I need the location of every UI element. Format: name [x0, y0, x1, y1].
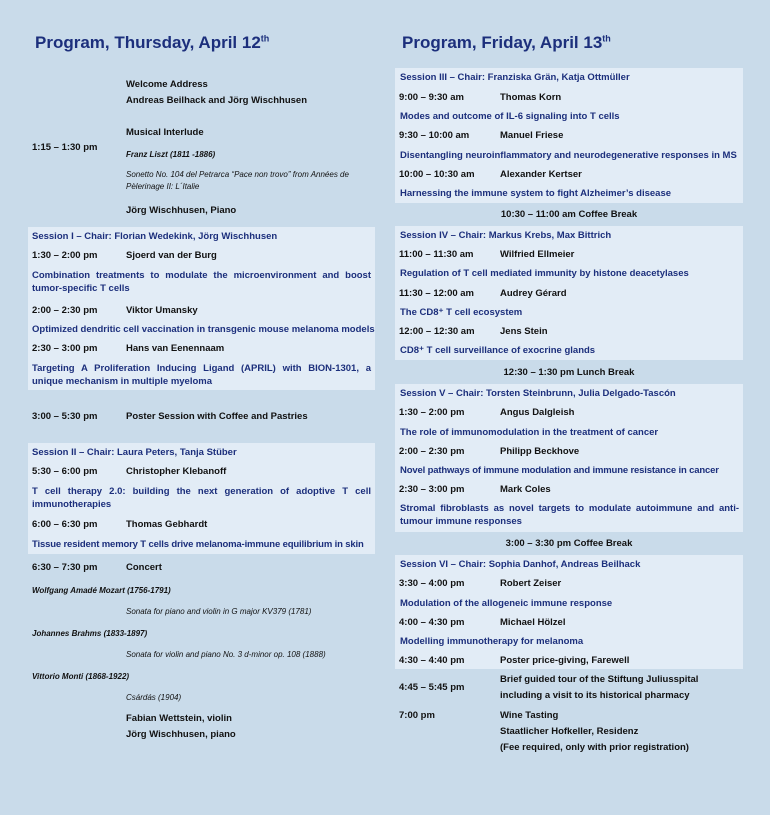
- talk-title: Modelling immunotherapy for melanoma: [400, 636, 584, 647]
- talk-time: 2:00 – 2:30 pm: [32, 305, 98, 316]
- session-1-box: [28, 227, 375, 390]
- friday-title-text: Program, Friday, April 13: [402, 33, 603, 52]
- closing-time: 4:30 – 4:40 pm: [399, 655, 465, 666]
- closing-label: Poster price-giving, Farewell: [500, 655, 630, 666]
- session-3-header: Session III – Chair: Franziska Grän, Katja Ottmüller: [400, 72, 630, 83]
- concert-performer-piano: Jörg Wischhusen, piano: [126, 729, 236, 740]
- talk-speaker: Jens Stein: [500, 326, 548, 337]
- liszt-piece-line1: Sonetto No. 104 del Petrarca “Pace non trovo” from Années de: [126, 170, 349, 179]
- thursday-title-text: Program, Thursday, April 12: [35, 33, 261, 52]
- concert-piece-mozart: Sonata for piano and violin in G major KV379 (1781): [126, 607, 312, 616]
- coffee-break-2: 3:00 – 3:30 pm Coffee Break: [505, 538, 633, 549]
- concert-composer-monti: Vittorio Monti (1868-1922): [32, 672, 130, 681]
- talk-time: 4:00 – 4:30 pm: [399, 617, 465, 628]
- talk-time: 9:00 – 9:30 am: [399, 92, 464, 103]
- thursday-title: [35, 33, 269, 53]
- friday-title-sup: th: [602, 33, 611, 44]
- concert-label: Concert: [126, 562, 162, 573]
- talk-speaker: Philipp Beckhove: [500, 446, 580, 457]
- thursday-title-sup: th: [260, 33, 270, 44]
- talk-title: T cell therapy 2.0: building the next generation of adoptive T cell immunotherapies: [32, 486, 371, 510]
- wine-line1: Wine Tasting: [500, 710, 559, 721]
- poster-time: 3:00 – 5:30 pm: [32, 411, 98, 422]
- tour-line2: including a visit to its historical pharmacy: [500, 690, 690, 701]
- talk-speaker: Wilfried Ellmeier: [500, 249, 575, 260]
- talk-title: Optimized dendritic cell vaccination in transgenic mouse melanoma models: [32, 324, 375, 335]
- talk-time: 1:30 – 2:00 pm: [32, 250, 98, 261]
- concert-performer-violin: Fabian Wettstein, violin: [126, 713, 232, 724]
- session-4-box: [395, 226, 743, 360]
- talk-speaker: Thomas Korn: [500, 92, 562, 103]
- talk-speaker: Alexander Kertser: [500, 169, 582, 180]
- session-5-box: [395, 384, 743, 532]
- talk-title: The role of immunomodulation in the treatment of cancer: [400, 427, 659, 438]
- talk-time: 1:30 – 2:00 pm: [399, 407, 465, 418]
- session-3-box: [395, 68, 743, 203]
- talk-title: CD8⁺ T cell surveillance of exocrine glands: [400, 345, 596, 356]
- concert-piece-brahms: Sonata for violin and piano No. 3 d-minor op. 108 (1888): [126, 650, 326, 659]
- talk-speaker: Sjoerd van der Burg: [126, 250, 217, 261]
- talk-speaker: Thomas Gebhardt: [126, 519, 208, 530]
- session-6-header: Session VI – Chair: Sophia Danhof, Andreas Beilhack: [400, 559, 641, 570]
- talk-title: Tissue resident memory T cells drive melanoma-immune equilibrium in skin: [32, 539, 364, 550]
- wine-line3: (Fee required, only with prior registration): [500, 742, 689, 753]
- talk-time: 9:30 – 10:00 am: [399, 130, 470, 141]
- talk-time: 10:00 – 10:30 am: [399, 169, 475, 180]
- talk-title: Harnessing the immune system to fight Alzheimer’s disease: [400, 188, 672, 199]
- talk-speaker: Hans van Eenennaam: [126, 343, 225, 354]
- talk-title: The CD8⁺ T cell ecosystem: [400, 307, 523, 318]
- talk-speaker: Audrey Gérard: [500, 288, 567, 299]
- talk-title: Novel pathways of immune modulation and immune resistance in cancer: [400, 465, 719, 476]
- session-6-box: [395, 555, 743, 669]
- talk-time: 3:30 – 4:00 pm: [399, 578, 465, 589]
- talk-title: Disentangling neuroinflammatory and neurodegenerative responses in MS: [400, 150, 737, 161]
- talk-title: Stromal fibroblasts as novel targets to modulate autoimmune and anti-tumour immune responses: [400, 503, 739, 527]
- session-5-header: Session V – Chair: Torsten Steinbrunn, Julia Delgado-Tascón: [400, 388, 676, 399]
- session-4-header: Session IV – Chair: Markus Krebs, Max Bittrich: [400, 230, 612, 241]
- talk-speaker: Christopher Klebanoff: [126, 466, 227, 477]
- talk-time: 2:00 – 2:30 pm: [399, 446, 465, 457]
- talk-speaker: Robert Zeiser: [500, 578, 562, 589]
- session-1-header: Session I – Chair: Florian Wedekink, Jörg Wischhusen: [32, 231, 278, 242]
- welcome-label: Welcome Address: [126, 79, 208, 90]
- talk-title: Combination treatments to modulate the microenvironment and boost tumor-specific T cells: [32, 270, 371, 294]
- talk-speaker: Manuel Friese: [500, 130, 564, 141]
- talk-time: 6:00 – 6:30 pm: [32, 519, 98, 530]
- coffee-break-1: 10:30 – 11:00 am Coffee Break: [500, 209, 638, 220]
- liszt-piece-line2: Pèlerinage II: L´Italie: [126, 182, 200, 191]
- talk-time: 11:30 – 12:00 am: [399, 288, 475, 299]
- talk-time: 12:00 – 12:30 am: [399, 326, 475, 337]
- tour-line1: Brief guided tour of the Stiftung Juliusspital: [500, 674, 699, 685]
- opening-time: 1:15 – 1:30 pm: [32, 142, 98, 153]
- interlude-label: Musical Interlude: [126, 127, 204, 138]
- talk-title: Modes and outcome of IL-6 signaling into T cells: [400, 111, 620, 122]
- wine-time: 7:00 pm: [399, 710, 435, 721]
- talk-time: 2:30 – 3:00 pm: [32, 343, 98, 354]
- concert-composer-mozart: Wolfgang Amadé Mozart (1756-1791): [32, 586, 171, 595]
- talk-speaker: Viktor Umansky: [126, 305, 198, 316]
- talk-time: 2:30 – 3:00 pm: [399, 484, 465, 495]
- session-2-box: [28, 443, 375, 554]
- poster-label: Poster Session with Coffee and Pastries: [126, 411, 308, 422]
- lunch-break: 12:30 – 1:30 pm Lunch Break: [503, 367, 635, 378]
- talk-time: 11:00 – 11:30 am: [399, 249, 474, 260]
- talk-time: 5:30 – 6:00 pm: [32, 466, 98, 477]
- concert-time: 6:30 – 7:30 pm: [32, 562, 98, 573]
- talk-speaker: Michael Hölzel: [500, 617, 566, 628]
- welcome-speakers: Andreas Beilhack and Jörg Wischhusen: [126, 95, 307, 106]
- liszt-composer: Franz Liszt (1811 -1886): [126, 150, 216, 159]
- concert-piece-monti: Csárdás (1904): [126, 693, 182, 702]
- friday-title: [402, 33, 611, 53]
- tour-time: 4:45 – 5:45 pm: [399, 682, 465, 693]
- session-2-header: Session II – Chair: Laura Peters, Tanja Stüber: [32, 447, 237, 458]
- talk-title: Targeting A Proliferation Inducing Ligand (APRIL) with BION-1301, a unique mechanism in multiple myeloma: [32, 363, 371, 387]
- talk-speaker: Mark Coles: [500, 484, 551, 495]
- talk-speaker: Angus Dalgleish: [500, 407, 575, 418]
- concert-composer-brahms: Johannes Brahms (1833-1897): [32, 629, 148, 638]
- talk-title: Regulation of T cell mediated immunity by histone deacetylases: [400, 268, 689, 279]
- wine-line2: Staatlicher Hofkeller, Residenz: [500, 726, 639, 737]
- liszt-performer: Jörg Wischhusen, Piano: [126, 205, 237, 216]
- talk-title: Modulation of the allogeneic immune response: [400, 598, 613, 609]
